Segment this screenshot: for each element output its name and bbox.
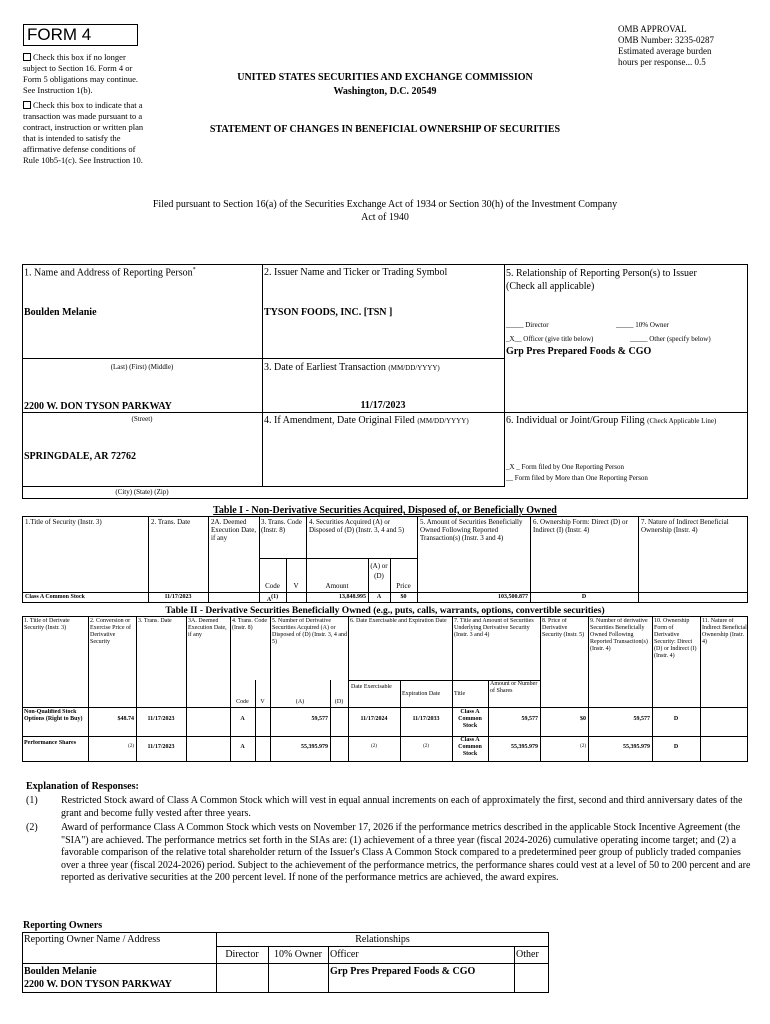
- t2-col-1: [88, 616, 89, 762]
- owners-h-officer: Officer: [330, 949, 359, 960]
- t1-owned: 103,500.877: [498, 594, 528, 600]
- filed-pursuant: Filed pursuant to Section 16(a) of the Securities Exchange Act of 1934 or Section 30(h) of the Investment Company Act of 1940: [152, 199, 618, 223]
- t2-h9: 9. Number of derivative Securities Beneficially Owned Following Reported Transaction(s) (Instr. 4): [590, 618, 648, 652]
- t2-r1-conv: $48.74: [117, 716, 134, 722]
- earliest-date: 11/17/2023: [360, 400, 406, 411]
- owners-row-1: [216, 946, 549, 947]
- explanation-text-2: Award of performance Class A Common Stock which vests on November 17, 2026 if the performance metrics described in the applicable Stock Incentive Agreement (the "SIA") are achieved. The performance metrics set forth in the SIAs are: (1) achievement of a three year (fiscal 2024-2026) cumulative operating income target; and (2) a favorable comparison of the relative total shareholder return of the Issuer's Class A Common Stock compared to a predetermined peer group of publicly traded companies over a three year (fiscal 2024-2026) period. Subject to the achievement of the performance metrics, the performance shares could vest at a level of 50 to 200 percent and are reported as derivative securities at the 200 percent level. If none of the performance metrics are achieved, the award expires.: [61, 822, 751, 883]
- rule10b5-checkbox[interactable]: [23, 101, 31, 109]
- omb-line-2: OMB Number: 3235-0287: [618, 35, 714, 45]
- city-label: (City) (State) (Zip): [115, 488, 169, 496]
- t2-r2-amt: 55,395.979: [511, 744, 538, 750]
- earliest-date-label: 3. Date of Earliest Transaction (MM/DD/YYYY): [264, 362, 440, 373]
- issuer-name: TYSON FOODS, INC. [TSN ]: [264, 307, 393, 318]
- reporter-name-label: 1. Name and Address of Reporting Person*: [24, 267, 196, 279]
- reporter-grid: [22, 264, 748, 499]
- t1-price: $0: [400, 594, 407, 600]
- owners-name: Boulden Melanie: [24, 966, 97, 977]
- t2-h5: 5. Number of Derivative Securities Acquired (A) or Disposed of (D) (Instr. 3, 4 and 5): [272, 618, 347, 645]
- t2-sub-d: (D): [334, 699, 344, 705]
- t1-col-j: [638, 516, 639, 603]
- name-parts-label: (Last) (First) (Middle): [110, 363, 174, 371]
- owners-h-director: Director: [225, 949, 259, 960]
- t2-row-divider: [22, 736, 748, 737]
- t2-col-14: [652, 616, 653, 762]
- relationship-label: 5. Relationship of Reporting Person(s) to Issuer (Check all applicable): [506, 268, 697, 292]
- t1-sub-price: Price: [396, 582, 411, 590]
- t2-sub-title: Title: [454, 691, 466, 697]
- t2-col-7: [330, 680, 331, 762]
- t2-r2-title: Class A Common Stock: [458, 737, 482, 757]
- t1-code: $A^{(1)}$: [266, 594, 279, 603]
- t1-sub-v: V: [293, 582, 299, 590]
- t1-h2: 2. Trans. Date: [151, 518, 191, 526]
- rel-director: _____ Director: [506, 321, 549, 329]
- t1-h2a: 2A. Deemed Execution Date, if any: [211, 518, 257, 542]
- explanation-title: Explanation of Responses:: [26, 781, 139, 792]
- t2-col-8: [348, 616, 349, 762]
- t2-r2-owned: 55,395.979: [623, 744, 650, 750]
- t2-r1-exp: 11/17/2033: [412, 716, 440, 722]
- t2-h7: 7. Title and Amount of Securities Underlying Derivative Security (Instr. 3 and 4): [454, 618, 534, 638]
- t2-col-13: [588, 616, 589, 762]
- t1-h3: 3. Trans. Code (Instr. 8): [261, 518, 302, 534]
- explanation-num-1: (1): [26, 795, 38, 806]
- rel-officer: _X__ Officer (give title below): [506, 335, 594, 343]
- filing-label: 6. Individual or Joint/Group Filing (Check Applicable Line): [506, 415, 717, 426]
- table1-body-divider: [22, 592, 748, 593]
- owners-h-other: Other: [516, 949, 539, 960]
- t2-r1-exer: 11/17/2024: [360, 716, 388, 722]
- t1-h5: 5. Amount of Securities Beneficially Owned Following Reported Transaction(s) (Instr. 3 and 4): [420, 518, 523, 542]
- t2-h10: 10. Ownership Form of Derivative Security: Direct (D) or Indirect (I) (Instr. 4): [654, 618, 697, 659]
- t2-sub-code: Code: [236, 699, 249, 705]
- rel-title: Grp Pres Prepared Foods & CGO: [506, 346, 652, 357]
- owners-col-4: [514, 946, 515, 993]
- reporter-name: Boulden Melanie: [24, 307, 97, 318]
- t2-r2-a: 55,395.979: [301, 744, 328, 750]
- t2-col-12: [540, 616, 541, 762]
- t2-col-3: [186, 616, 187, 762]
- t1-sub-amount: Amount: [325, 582, 349, 590]
- t2-r1-title: Class A Common Stock: [458, 709, 482, 729]
- table1-sub-divider: [259, 558, 417, 559]
- t2-col-4: [230, 616, 231, 762]
- rule10b5-checkbox-text: Check this box to indicate that a transaction was made pursuant to a contract, instruction or written plan that is intended to satisfy the affirmative defense conditions of Rule 10b5-1(c). See Instruction 10.: [23, 100, 144, 165]
- divider-col3: [504, 264, 505, 487]
- t1-sub-ad: (A) or (D): [370, 562, 388, 580]
- table2-title: Table II - Derivative Securities Beneficially Owned (e.g., puts, calls, warrants, options, convertible securities): [165, 606, 605, 616]
- t1-col-b: [208, 516, 209, 603]
- omb-line-1: OMB APPROVAL: [618, 24, 687, 34]
- t1-form: D: [581, 594, 587, 600]
- owners-title: Reporting Owners: [23, 920, 103, 931]
- owners-h-ten: 10% Owner: [273, 949, 323, 960]
- divider-col2: [262, 264, 263, 487]
- divider-street: [22, 412, 262, 413]
- t2-col-15: [700, 616, 701, 762]
- t2-sub-a: (A): [295, 699, 305, 705]
- rel-other: _____ Other (specify below): [630, 335, 711, 343]
- omb-approval: [618, 24, 748, 68]
- t2-r2-exer: (2): [371, 744, 377, 749]
- t1-col-a: [148, 516, 149, 603]
- t1-h7: 7. Nature of Indirect Beneficial Ownership (Instr. 4): [641, 518, 729, 534]
- filing-one: _X _ Form filed by One Reporting Person: [506, 463, 625, 471]
- owners-col-3: [328, 946, 329, 993]
- owners-h-rel: Relationships: [355, 934, 410, 945]
- t2-h3a: 3A. Deemed Execution Date, if any: [188, 618, 227, 638]
- t2-r1-form: D: [673, 716, 679, 722]
- t2-sub-exer: Date Exercisable: [351, 684, 392, 690]
- name-footnote: *: [192, 267, 196, 273]
- t2-r2-code: A: [240, 744, 245, 750]
- explanation-num-2: (2): [26, 822, 38, 833]
- owners-row-2: [22, 963, 549, 964]
- form-title: FORM 4: [23, 24, 138, 46]
- section16-checkbox[interactable]: [23, 53, 31, 61]
- owners-address: 2200 W. DON TYSON PARKWAY: [24, 979, 172, 990]
- table1-title: Table I - Non-Derivative Securities Acquired, Disposed of, or Beneficially Owned: [213, 505, 557, 516]
- t2-r1-date: 11/17/2023: [147, 716, 175, 722]
- t2-r2-date: 11/17/2023: [147, 744, 175, 750]
- t1-h4: 4. Securities Acquired (A) or Disposed of (D) (Instr. 3, 4 and 5): [309, 518, 405, 534]
- t2-h6: 6. Date Exercisable and Expiration Date: [350, 618, 447, 624]
- divider-name-parts: [22, 358, 504, 359]
- t2-r1-a: 59,577: [311, 716, 328, 722]
- t2-r2-form: D: [673, 744, 679, 750]
- t2-r1-code: A: [240, 716, 245, 722]
- t1-col-d: [286, 558, 287, 603]
- t2-sub-exp: Expiration Date: [402, 691, 441, 697]
- explanation-text-1: Restricted Stock award of Class A Common Stock which will vest in equal annual increments on each of approximately the first, second and third anniversary dates of the grant and become fully vested after three years.: [61, 795, 743, 819]
- t2-col-5: [255, 680, 256, 762]
- divider-city: [22, 486, 504, 487]
- t2-col-2: [136, 616, 137, 762]
- t2-r1-price: $0: [580, 716, 586, 722]
- owners-officer: Grp Pres Prepared Foods & CGO: [330, 966, 476, 977]
- t2-body-divider: [22, 707, 748, 708]
- t1-h6: 6. Ownership Form: Direct (D) or Indirect (I) (Instr. 4): [533, 518, 628, 534]
- agency-name: UNITED STATES SECURITIES AND EXCHANGE COMMISSION: [237, 72, 533, 83]
- t2-h4: 4. Trans. Code (Instr. 8): [232, 618, 268, 631]
- section16-checkbox-text: Check this box if no longer subject to Section 16. Form 4 or Form 5 obligations may continue. See Instruction 1(b).: [23, 52, 138, 95]
- filing-more: __ Form filed by More than One Reporting Person: [506, 474, 648, 482]
- t2-r2-security: Performance Shares: [24, 740, 77, 746]
- rel-ten-owner: _____ 10% Owner: [616, 321, 669, 329]
- omb-line-3: Estimated average burden: [618, 46, 712, 56]
- owners-h-name: Reporting Owner Name / Address: [24, 934, 161, 945]
- t1-col-i: [530, 516, 531, 603]
- reporter-street: 2200 W. DON TYSON PARKWAY: [24, 401, 172, 412]
- t1-ad: A: [376, 594, 382, 600]
- t1-security: Class A Common Stock: [25, 594, 85, 600]
- omb-line-4: hours per response... 0.5: [618, 57, 706, 67]
- t2-sub-amt: Amount or Number of Shares: [490, 681, 538, 694]
- t2-col-6: [270, 616, 271, 762]
- t2-h1: 1. Title of Derivate Security (Instr. 3): [24, 618, 70, 631]
- t2-sub-v: V: [260, 699, 265, 705]
- t2-r1-owned: 59,577: [633, 716, 650, 722]
- t1-col-h: [417, 516, 418, 603]
- t1-date: 11/17/2023: [164, 594, 192, 600]
- agency-location: Washington, D.C. 20549: [333, 86, 437, 97]
- t2-r2-price: (2): [580, 744, 586, 749]
- divider-amend: [262, 412, 748, 413]
- street-label: (Street): [131, 415, 153, 423]
- t2-r1-amt: 59,577: [521, 716, 538, 722]
- t2-r2-conv: (2): [128, 744, 134, 749]
- t2-r2-exp: (2): [423, 744, 429, 749]
- t1-sub-code: Code: [265, 582, 280, 590]
- t1-h1: 1.Title of Security (Instr. 3): [25, 518, 102, 526]
- amendment-label: 4. If Amendment, Date Original Filed (MM/DD/YYYY): [264, 415, 469, 426]
- reporter-city: SPRINGDALE, AR 72762: [24, 451, 136, 462]
- t1-amount: 13,848.995: [339, 594, 366, 600]
- t2-h8: 8. Price of Derivative Security (Instr. 5): [542, 618, 585, 638]
- t2-r1-security: Non-Qualified Stock Options (Right to Buy): [24, 709, 83, 722]
- t2-h2: 2. Conversion or Exercise Price of Derivative Security: [90, 618, 131, 645]
- t2-h11: 11. Nature of Indirect Beneficial Ownership (Instr. 4): [702, 618, 747, 645]
- issuer-label: 2. Issuer Name and Ticker or Trading Symbol: [264, 267, 448, 278]
- t2-h3: 3. Trans. Date: [138, 618, 172, 624]
- statement-title: STATEMENT OF CHANGES IN BENEFICIAL OWNERSHIP OF SECURITIES: [209, 124, 561, 135]
